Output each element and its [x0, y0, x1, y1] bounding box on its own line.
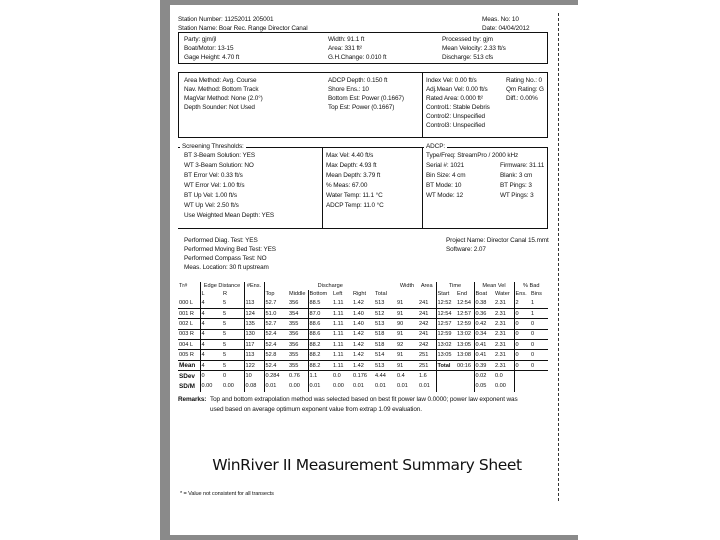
table-row: [178, 308, 548, 318]
table-cell: 0: [530, 329, 548, 339]
table-row: [178, 319, 548, 329]
table-cell: 241: [418, 308, 436, 318]
field-text: Meas. Location: 30 ft upstream: [184, 264, 269, 271]
table-cell: 2.31: [494, 340, 514, 350]
table-cell: 91: [396, 298, 418, 308]
table-cell: 1.42: [352, 298, 374, 308]
table-row: [178, 371, 548, 381]
meas-number: Meas. No: 10: [482, 16, 519, 23]
field-text: Water Temp: 11.1 °C: [326, 192, 383, 199]
table-cell: 0: [200, 371, 222, 381]
field-text: Mean Depth: 3.79 ft: [326, 172, 381, 179]
table-cell: 5: [222, 298, 244, 308]
table-cell: 354: [288, 308, 308, 318]
column-group-header: Width: [399, 283, 415, 289]
footnote: * = Value not consistent for all transects: [180, 491, 274, 497]
table-cell: 251: [418, 350, 436, 360]
field-text: Max Vel: 4.40 ft/s: [326, 152, 374, 159]
column-group-header: % Bad: [514, 282, 548, 290]
table-cell: 113: [244, 350, 264, 360]
screening-title: Screening Thresholds:: [182, 143, 244, 150]
table-cell: 4: [200, 340, 222, 350]
table-cell: 0.01: [375, 383, 386, 390]
table-cell: 0.284: [264, 371, 288, 381]
table-cell: 13:05: [456, 340, 474, 350]
table-cell: 91: [396, 329, 418, 339]
table-cell: 0: [514, 319, 530, 329]
table-cell: 0.41: [474, 350, 494, 360]
table-cell: Total: [436, 360, 456, 370]
field-text: Software: 2.07: [446, 246, 486, 253]
table-cell: 52.4: [264, 360, 288, 370]
table-cell: 2.31: [494, 319, 514, 329]
table-cell: 0: [514, 350, 530, 360]
field-text: Control2: Unspecified: [426, 113, 485, 120]
station-number: Station Number: 11252011 205001: [178, 16, 274, 23]
field-text: Boat/Motor: 13-15: [184, 45, 234, 52]
table-cell: 1.11: [332, 319, 352, 329]
station-name: Station Name: Boar Rec. Range Director Canal: [178, 25, 308, 32]
field-text: Top Est: Power (0.1667): [328, 104, 395, 111]
table-cell: 1.1: [308, 371, 332, 381]
column-header: L: [200, 290, 222, 298]
table-cell: 242: [418, 319, 436, 329]
table-cell: 1: [530, 308, 548, 318]
table-cell: 12:59: [456, 319, 474, 329]
table-cell: 4: [200, 360, 222, 370]
table-cell: 355: [288, 360, 308, 370]
document-title: WinRiver II Measurement Summary Sheet: [212, 456, 522, 474]
table-cell: 2.31: [494, 308, 514, 318]
table-cell: 1.11: [332, 360, 352, 370]
table-cell: 1.40: [352, 308, 374, 318]
table-cell: 0.0: [495, 373, 503, 380]
table-cell: 355: [288, 350, 308, 360]
field-text: BT Mode: 10: [426, 182, 462, 189]
table-cell: 91: [396, 350, 418, 360]
column-header: [396, 290, 418, 298]
table-cell: 1.42: [352, 360, 374, 370]
page-margin-guide: [558, 13, 559, 501]
table-cell: 52.7: [264, 319, 288, 329]
table-cell: 0: [223, 373, 227, 380]
table-cell: 13:05: [436, 350, 456, 360]
adcp-title: ADCP:: [426, 143, 446, 150]
table-cell: 242: [418, 340, 436, 350]
field-text: Performed Diag. Test: YES: [184, 237, 258, 244]
table-cell: 5: [222, 350, 244, 360]
table-cell: 88.2: [308, 360, 332, 370]
row-label: 004 L: [178, 340, 200, 350]
table-cell: 355: [288, 319, 308, 329]
table-cell: 1.11: [332, 350, 352, 360]
table-cell: 0.01: [353, 383, 364, 390]
column-header: Boat: [474, 290, 494, 298]
column-group-header: Edge Distance: [200, 282, 244, 290]
row-label: 003 R: [178, 329, 200, 339]
field-text: Discharge: 513 cfs: [442, 54, 494, 61]
field-text: BT Error Vel: 0.33 ft/s: [184, 172, 243, 179]
row-label: 005 R: [178, 350, 200, 360]
table-cell: 52.4: [264, 340, 288, 350]
table-cell: 356: [288, 329, 308, 339]
field-text: ADCP Depth: 0.150 ft: [328, 77, 388, 84]
table-row: [178, 360, 548, 370]
row-label: 000 L: [178, 298, 200, 308]
field-text: BT Pings: 3: [500, 182, 532, 189]
field-text: WT Error Vel: 1.00 ft/s: [184, 182, 245, 189]
field-text: WT Pings: 3: [500, 192, 534, 199]
row-label: SD/M: [179, 382, 195, 390]
table-cell: 12:57: [456, 308, 474, 318]
table-cell: 1.42: [352, 329, 374, 339]
table-cell: 0.01: [264, 381, 288, 391]
field-text: Control1: Stable Debris: [426, 104, 490, 111]
table-cell: 0.05: [474, 381, 494, 391]
remarks-line2: used based on average optimum exponent value from extrap 1.09 evaluation.: [210, 406, 422, 413]
table-cell: 0: [530, 340, 548, 350]
column-header: Right: [353, 291, 367, 297]
table-row: [178, 381, 548, 391]
table-cell: 241: [418, 298, 436, 308]
table-cell: 91: [396, 360, 418, 370]
table-cell: 0.42: [474, 319, 494, 329]
table-cell: 513: [374, 298, 396, 308]
field-text: Bin Size: 4 cm: [426, 172, 466, 179]
field-text: Max Depth: 4.93 ft: [326, 162, 377, 169]
table-cell: 13:02: [436, 340, 456, 350]
column-header: [244, 290, 264, 298]
table-cell: 51.0: [264, 308, 288, 318]
field-text: Qm Rating: G: [506, 86, 544, 93]
table-cell: 0.0: [333, 373, 341, 380]
column-header: Left: [333, 291, 343, 297]
transect-table: [178, 282, 548, 392]
table-cell: 2.31: [494, 360, 514, 370]
table-cell: 122: [244, 360, 264, 370]
table-cell: 88.5: [308, 298, 332, 308]
table-cell: 5: [222, 308, 244, 318]
field-text: Mean Velocity: 2.33 ft/s: [442, 45, 506, 52]
table-cell: [436, 381, 456, 391]
field-text: G.H.Change: 0.010 ft: [328, 54, 387, 61]
column-header: End: [457, 291, 467, 297]
field-text: Type/Freq: StreamPro / 2000 kHz: [426, 152, 519, 159]
table-cell: 90: [396, 319, 418, 329]
table-cell: 0.41: [474, 340, 494, 350]
table-cell: [530, 381, 548, 391]
table-cell: 0.00: [333, 383, 344, 390]
table-cell: 4: [200, 350, 222, 360]
field-text: Bottom Est: Power (0.1667): [328, 95, 404, 102]
table-cell: 113: [244, 298, 264, 308]
field-text: Shore Ens.: 10: [328, 86, 369, 93]
field-text: WT Up Vel: 2.50 ft/s: [184, 202, 239, 209]
remarks-line1: Top and bottom extrapolation method was selected based on best fit power law 0.0000; power law exponent was: [210, 396, 518, 403]
column-header: Water: [495, 291, 510, 297]
table-row: [178, 329, 548, 339]
field-text: Use Weighted Mean Depth: YES: [184, 212, 275, 219]
column-group-header: #Ens.: [244, 282, 264, 290]
field-text: Depth Sounder: Not Used: [184, 104, 255, 111]
table-cell: 0.36: [474, 308, 494, 318]
table-cell: 0: [514, 308, 530, 318]
table-cell: 2.31: [494, 329, 514, 339]
field-text: WT Mode: 12: [426, 192, 464, 199]
table-cell: 0: [530, 360, 548, 370]
field-text: Rating No.: 0: [506, 77, 542, 84]
column-header: [418, 290, 436, 298]
column-group-header: Discharge: [264, 282, 396, 290]
table-cell: 88.2: [308, 340, 332, 350]
meas-date: Date: 04/04/2012: [482, 25, 530, 32]
table-cell: 0: [514, 360, 530, 370]
table-cell: 88.6: [308, 329, 332, 339]
field-text: Nav. Method: Bottom Track: [184, 86, 259, 93]
field-text: BT Up Vel: 1.00 ft/s: [184, 192, 237, 199]
table-cell: 130: [244, 329, 264, 339]
table-cell: 0.176: [353, 373, 367, 380]
table-cell: 5: [222, 340, 244, 350]
field-text: Control3: Unspecified: [426, 122, 485, 129]
table-cell: 1.6: [419, 373, 427, 380]
table-cell: [514, 371, 530, 381]
table-cell: 5: [222, 360, 244, 370]
table-cell: 251: [418, 360, 436, 370]
table-cell: 0.34: [474, 329, 494, 339]
table-cell: 512: [374, 308, 396, 318]
table-cell: 514: [374, 350, 396, 360]
table-cell: [456, 381, 474, 391]
table-cell: 12:54: [456, 298, 474, 308]
table-cell: 00:16: [456, 360, 474, 370]
divider: [422, 72, 423, 138]
field-text: Firmware: 31.11: [500, 162, 545, 169]
table-cell: 52.4: [264, 329, 288, 339]
column-group-header: Time: [436, 282, 474, 290]
table-cell: 10: [244, 371, 264, 381]
column-header: Top: [264, 290, 288, 298]
table-cell: 13:02: [456, 329, 474, 339]
table-row: [178, 350, 548, 360]
table-row: [178, 298, 548, 308]
column-header: Total: [375, 291, 387, 297]
column-group-header: Tr#: [179, 283, 188, 289]
table-cell: 0.39: [474, 360, 494, 370]
table-cell: 135: [244, 319, 264, 329]
table-cell: 0.02: [474, 371, 494, 381]
field-text: Diff.: 0.00%: [506, 95, 538, 102]
table-cell: 12:59: [436, 329, 456, 339]
table-cell: 0.76: [289, 373, 300, 380]
table-cell: 92: [396, 340, 418, 350]
table-cell: [436, 371, 456, 381]
table-cell: 356: [288, 298, 308, 308]
table-cell: 0: [530, 350, 548, 360]
field-text: Serial #: 1021: [426, 162, 465, 169]
field-text: Gage Height: 4.70 ft: [184, 54, 240, 61]
table-cell: 518: [374, 340, 396, 350]
field-text: Processed by: gjm: [442, 36, 493, 43]
table-cell: 91: [396, 308, 418, 318]
row-label: 001 R: [178, 308, 200, 318]
table-cell: 356: [288, 340, 308, 350]
column-header: Bins: [531, 291, 542, 297]
table-cell: 1.11: [332, 298, 352, 308]
divider: [322, 147, 323, 229]
table-cell: 0: [530, 319, 548, 329]
field-text: Area: 331 ft²: [328, 45, 362, 52]
document-page: [170, 5, 578, 535]
table-cell: 52.7: [264, 298, 288, 308]
table-cell: 4.44: [375, 373, 386, 380]
table-cell: 513: [374, 360, 396, 370]
field-text: WT 3-Beam Solution: NO: [184, 162, 254, 169]
table-cell: 2.31: [494, 298, 514, 308]
table-cell: 4: [200, 319, 222, 329]
column-header: R: [223, 291, 228, 297]
table-cell: 0.4: [397, 373, 405, 380]
table-cell: 0.01: [308, 381, 332, 391]
field-text: Performed Compass Test: NO: [184, 255, 267, 262]
column-header: Middle: [289, 291, 306, 297]
table-cell: 0.00: [289, 383, 300, 390]
table-cell: 5: [222, 329, 244, 339]
field-text: ADCP Temp: 11.0 °C: [326, 202, 384, 209]
table-cell: 1.11: [332, 329, 352, 339]
table-cell: 2: [514, 298, 530, 308]
row-label: Mean: [178, 360, 200, 370]
table-cell: 4: [200, 308, 222, 318]
table-cell: 0.01: [397, 383, 408, 390]
table-cell: 0.08: [244, 381, 264, 391]
table-cell: 0.01: [419, 383, 430, 390]
row-label: SDev: [179, 372, 195, 380]
field-text: Area Method: Avg. Course: [184, 77, 257, 84]
table-cell: 12:54: [436, 308, 456, 318]
table-cell: 12:52: [436, 298, 456, 308]
table-cell: 241: [418, 329, 436, 339]
table-cell: 1.40: [352, 319, 374, 329]
table-cell: [456, 371, 474, 381]
table-cell: [530, 371, 548, 381]
field-text: Rated Area: 0.000 ft²: [426, 95, 483, 102]
field-text: Project Name: Director Canal 15.mmt: [446, 237, 549, 244]
field-text: Width: 91.1 ft: [328, 36, 365, 43]
table-cell: 0: [514, 340, 530, 350]
table-cell: 88.2: [308, 350, 332, 360]
table-cell: 87.0: [308, 308, 332, 318]
table-cell: 0: [514, 329, 530, 339]
field-text: MagVar Method: None (2.0°): [184, 95, 263, 102]
column-group-header: Mean Vel: [474, 282, 514, 290]
table-cell: 0.00: [223, 383, 234, 390]
table-cell: 1.42: [352, 350, 374, 360]
table-row: [178, 340, 548, 350]
table-cell: 1.11: [332, 308, 352, 318]
table-cell: 0.00: [495, 383, 506, 390]
table-cell: 518: [374, 329, 396, 339]
field-text: Blank: 3 cm: [500, 172, 533, 179]
table-cell: 13:08: [456, 350, 474, 360]
table-cell: 0.00: [200, 381, 222, 391]
field-text: Performed Moving Bed Test: YES: [184, 246, 276, 253]
field-text: % Meas: 67.00: [326, 182, 368, 189]
divider: [422, 147, 423, 229]
table-cell: [514, 381, 530, 391]
column-header: Start: [436, 290, 456, 298]
table-cell: 513: [374, 319, 396, 329]
table-cell: 88.6: [308, 319, 332, 329]
table-cell: 124: [244, 308, 264, 318]
table-cell: 12:57: [436, 319, 456, 329]
column-header: [178, 290, 200, 298]
table-cell: 1: [530, 298, 548, 308]
table-cell: 52.8: [264, 350, 288, 360]
table-cell: 4: [200, 298, 222, 308]
table-cell: 4: [200, 329, 222, 339]
column-header: Ens.: [514, 290, 530, 298]
column-header: Bottom: [308, 290, 332, 298]
table-cell: 5: [222, 319, 244, 329]
column-group-header: Area: [420, 283, 433, 289]
field-text: Adj.Mean Vel: 0.00 ft/s: [426, 86, 488, 93]
table-cell: 117: [244, 340, 264, 350]
table-cell: 1.11: [332, 340, 352, 350]
row-label: 002 L: [178, 319, 200, 329]
remarks-label: Remarks:: [178, 396, 207, 403]
table-cell: 1.42: [352, 340, 374, 350]
table-cell: 2.31: [494, 350, 514, 360]
field-text: Index Vel: 0.00 ft/s: [426, 77, 477, 84]
field-text: BT 3-Beam Solution: YES: [184, 152, 255, 159]
table-cell: 0.38: [474, 298, 494, 308]
field-text: Party: gjm/jl: [184, 36, 217, 43]
